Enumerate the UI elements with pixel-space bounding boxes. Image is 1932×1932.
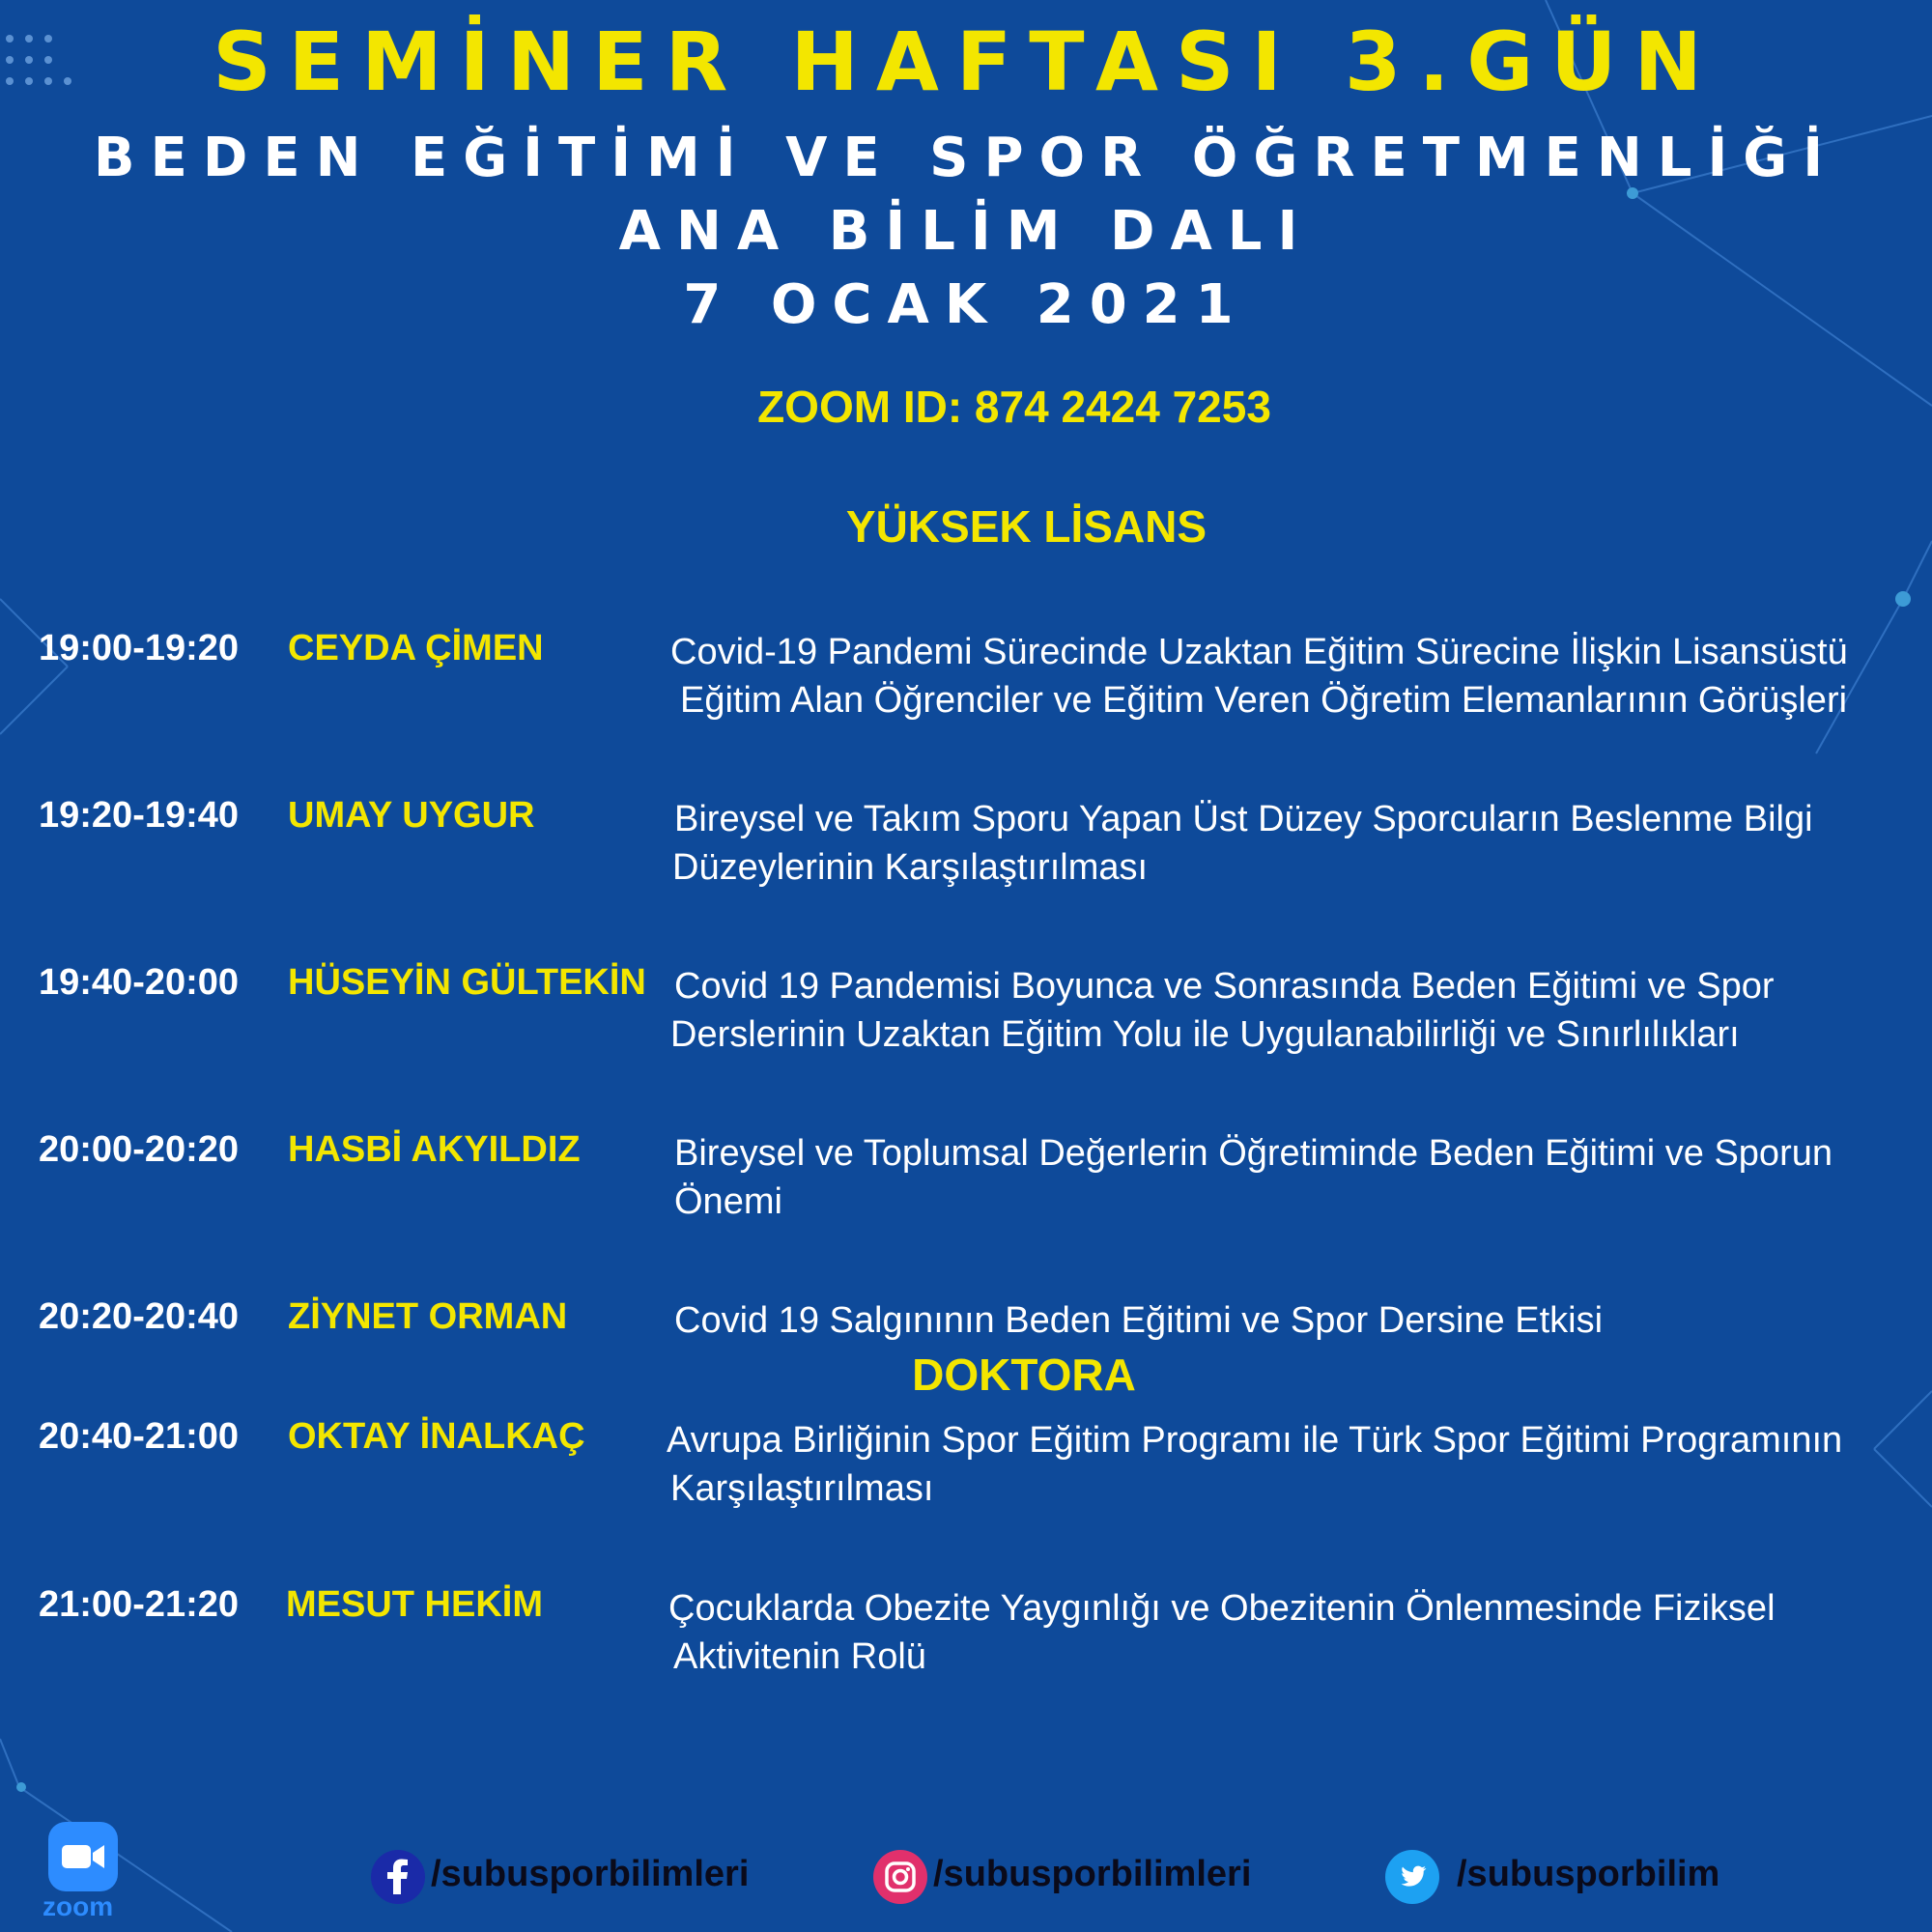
session-topic-line: Karşılaştırılması: [670, 1468, 934, 1509]
session-time: 20:00-20:20: [39, 1129, 240, 1170]
session-topic-line: Bireysel ve Takım Sporu Yapan Üst Düzey Sporcuların Beslenme Bilgi: [674, 799, 1813, 839]
session-topic: [670, 628, 1917, 724]
instagram-icon[interactable]: [873, 1850, 927, 1904]
presenter-name: HÜSEYİN GÜLTEKİN: [288, 962, 646, 1003]
presenter-name: HASBİ AKYILDIZ: [288, 1129, 581, 1170]
facebook-handle[interactable]: /subusporbilimleri: [431, 1854, 750, 1894]
department-title: BEDEN EĞİTİMİ VE SPOR ÖĞRETMENLİĞİ: [93, 127, 1839, 189]
session-topic: [667, 1416, 1913, 1513]
presenter-name: ZİYNET ORMAN: [288, 1296, 568, 1337]
schedule-row: [0, 1296, 1932, 1354]
session-topic-line: Avrupa Birliğinin Spor Eğitim Programı ile Türk Spor Eğitimi Programının: [667, 1420, 1843, 1461]
presenter-name: CEYDA ÇİMEN: [288, 628, 544, 668]
session-topic-line: Covid 19 Pandemisi Boyunca ve Sonrasında Beden Eğitimi ve Spor: [674, 966, 1775, 1007]
twitter-icon[interactable]: [1385, 1850, 1439, 1904]
schedule-row: [0, 1584, 1932, 1710]
session-time: 19:20-19:40: [39, 795, 240, 836]
session-time: 19:00-19:20: [39, 628, 240, 668]
session-topic: [670, 962, 1920, 1059]
facebook-icon[interactable]: [371, 1850, 425, 1904]
social-footer: [0, 1850, 1932, 1918]
event-date: 7 OCAK 2021: [683, 273, 1249, 336]
session-topic-line: Eğitim Alan Öğrenciler ve Eğitim Veren Öğretim Elemanlarının Görüşleri: [680, 680, 1848, 721]
session-topic-line: Covid-19 Pandemi Sürecinde Uzaktan Eğitim Sürecine İlişkin Lisansüstü: [670, 632, 1848, 672]
section-heading-doctorate: DOKTORA: [912, 1350, 1136, 1400]
session-topic: [674, 1296, 1920, 1345]
twitter-handle[interactable]: /subusporbilim: [1457, 1854, 1720, 1894]
department-subtitle: ANA BİLİM DALI: [618, 200, 1314, 263]
instagram-handle[interactable]: /subusporbilimleri: [933, 1854, 1252, 1894]
schedule-row: [0, 628, 1932, 753]
session-topic: [674, 1129, 1920, 1226]
session-time: 21:00-21:20: [39, 1584, 240, 1625]
schedule-row: [0, 1416, 1932, 1542]
session-topic-line: Çocuklarda Obezite Yaygınlığı ve Obezitenin Önlenmesinde Fiziksel: [668, 1588, 1776, 1629]
schedule-row: [0, 1129, 1932, 1255]
session-time: 20:40-21:00: [39, 1416, 240, 1457]
session-time: 19:40-20:00: [39, 962, 240, 1003]
schedule-row: [0, 962, 1932, 1088]
presenter-name: OKTAY İNALKAÇ: [288, 1416, 585, 1457]
session-time: 20:20-20:40: [39, 1296, 240, 1337]
section-heading-masters: YÜKSEK LİSANS: [845, 501, 1208, 552]
session-topic-line: Düzeylerinin Karşılaştırılması: [672, 847, 1149, 888]
zoom-logo-text: zoom: [43, 1891, 114, 1921]
presenter-name: MESUT HEKİM: [286, 1584, 543, 1625]
session-topic-line: Derslerinin Uzaktan Eğitim Yolu ile Uygulanabilirliği ve Sınırlılıkları: [670, 1014, 1740, 1055]
schedule-row: [0, 795, 1932, 921]
session-topic-line: Aktivitenin Rolü: [673, 1636, 926, 1677]
zoom-meeting-id: ZOOM ID: 874 2424 7253: [757, 382, 1271, 432]
session-topic-line: Önemi: [674, 1181, 782, 1222]
session-topic-line: Bireysel ve Toplumsal Değerlerin Öğretiminde Beden Eğitimi ve Sporun: [674, 1133, 1833, 1174]
presenter-name: UMAY UYGUR: [288, 795, 535, 836]
session-topic-line: Covid 19 Salgınının Beden Eğitimi ve Spor Dersine Etkisi: [674, 1300, 1604, 1341]
session-topic: [674, 795, 1920, 892]
page-title: SEMİNER HAFTASI 3.GÜN: [213, 14, 1719, 109]
session-topic: [668, 1584, 1915, 1681]
